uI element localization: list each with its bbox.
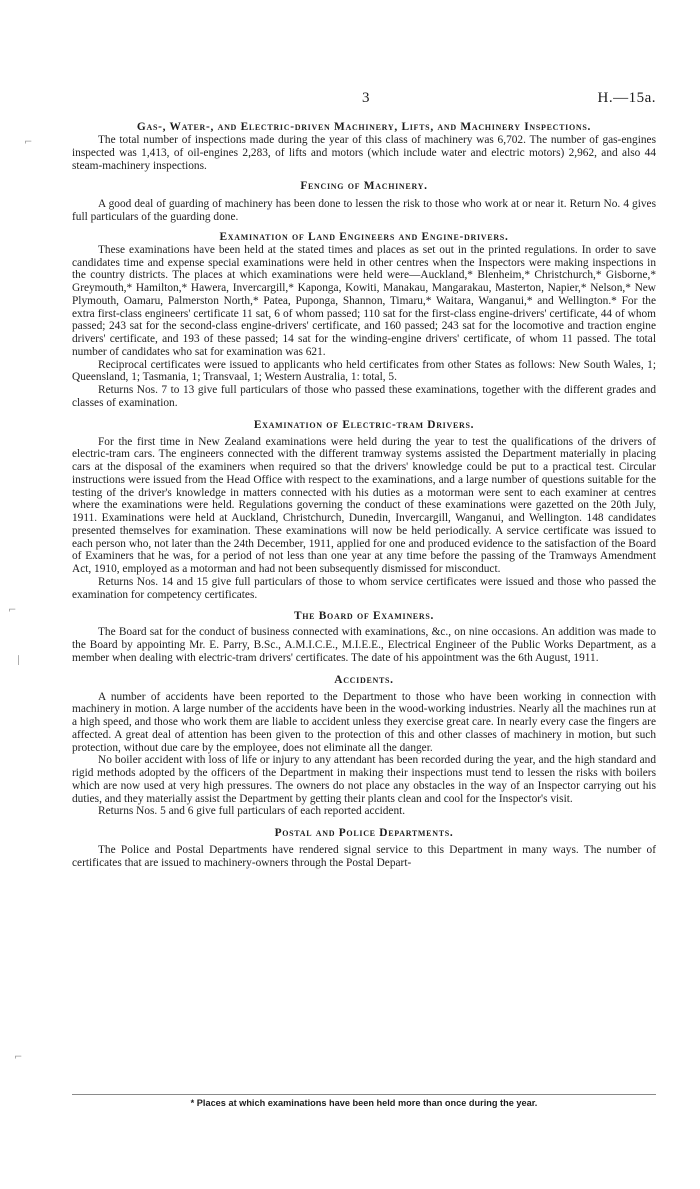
section-board-of-examiners: [72, 610, 656, 664]
paragraph: No boiler accident with loss of life or injury to any attendant has been recorded during the year, and the high standard and rigid methods adopted by the officers of the Department in making their inspections must tend to lessen the risks with boilers which are now used at very high pressures. The owners do not place any obstacles in the way of an Inspector carrying out his duties, and they materially assist the Department by getting their plants clean and cool for the Inspector's visit.: [72, 754, 656, 805]
paragraph: These examinations have been held at the stated times and places as set out in the printed regulations. In order to save candidates time and expense special examinations were held in other centres when the Inspectors were making inspections in the country districts. The places at which examinations were held were—Auckland,* Blenheim,* Christchurch,* Gisborne,* Greymouth,* Hamilton,* Hawera, Invercargill,* Kaponga, Kowiti, Manakau, Mangarakau, Masterton, Napier,* Nelson,* New Plymouth, Oamaru, Palmerston North,* Patea, Puponga, Shannon, Timaru,* Waitara, Wanganui,* and Wellington.* For the extra first-class engineers' certificate 11 sat, 6 of whom passed; 110 sat for the first-class engine-drivers' certificate, 44 of whom passed; 243 sat for the second-class engine-drivers' certificate, and 160 passed; 243 sat for the locomotive and traction engine drivers' certificate, and 193 of these passed; 14 sat for the winding-engine drivers' certificate, of whom 11 passed. The total number of candidates who sat for examination was 621.: [72, 243, 656, 358]
margin-mark: ⌐: [14, 1052, 23, 1063]
section-title: Gas-, Water-, and Electric-driven Machinery, Lifts, and Machinery Inspections.: [136, 121, 592, 133]
margin-mark: ∣: [16, 655, 21, 666]
section-machinery-inspections: [72, 121, 656, 172]
paragraph: Returns Nos. 5 and 6 give full particulars of each reported accident.: [98, 805, 406, 818]
paragraph: Returns Nos. 7 to 13 give full particulars of those who passed these examinations, together with the different grades and classes of examination.: [72, 384, 656, 409]
page-header: [0, 90, 700, 110]
section-title: Postal and Police Departments.: [274, 827, 454, 839]
section-fencing: [72, 180, 656, 224]
document-reference: H.—15a.: [597, 90, 656, 106]
section-title: Examination of Electric-tram Drivers.: [253, 418, 475, 431]
paragraph: The Board sat for the conduct of business connected with examinations, &c., on nine occasions. An addition was made to the Board by appointing Mr. E. Parry, B.Sc., A.M.I.C.E., M.I.E.E., Electrical Engineer of the Public Works Department, as a member when dealing with electric-tram drivers' certificates. The date of his appointment was the 6th August, 1911.: [72, 626, 656, 664]
paragraph: For the first time in New Zealand examinations were held during the year to test the qualifications of the drivers of electric-tram cars. The engineers connected with the different tramway systems assisted the Department materially in placing cars at the disposal of the examiners when required so that the drivers' knowledge could be put to a practical test. Circular instructions were issued from the Head Office with respect to the examinations, and a large number of questions suitable for the testing of the driver's knowledge in matters connected with his duties as a motorman were sent to each examiner at centres where the examinations were held. Regulations governing the conduct of these examinations were gazetted on the 20th July, 1911. Examinations were held at Auckland, Christchurch, Dunedin, Invercargill, Wanganui, and Wellington. 148 candidates presented themselves for examination. These examinations will now be held periodically. A service certificate was issued to each person who, not later than the 24th December, 1911, applied for one and produced evidence to the satisfaction of the Board of Examiners that he was, for a period of not less than one year at any time before the passing of the Tramways Amendment Act, 1910, employed as a motorman and had not been subsequently dismissed for misconduct.: [72, 435, 656, 575]
section-title: Accidents.: [334, 673, 394, 686]
margin-mark: ⌐: [24, 137, 33, 148]
paragraph: Returns Nos. 14 and 15 give full particulars of those to whom service certificates were issued and those who passed the examination for competency certificates.: [72, 575, 656, 601]
margin-mark: ⌐: [8, 605, 17, 616]
section-land-engineers: [72, 231, 656, 410]
paragraph: Reciprocal certificates were issued to applicants who held certificates from other States as follows: New South Wales, 1; Queensland, 1; Tasmania, 1; Transvaal, 1; Western Australia, 1: total, 5.: [72, 358, 656, 384]
document-body: [72, 121, 656, 870]
page-number: 3: [362, 90, 370, 106]
section-title: Examination of Land Engineers and Engine-drivers.: [219, 230, 509, 243]
section-accidents: [72, 674, 656, 819]
section-tram-drivers: [72, 419, 656, 602]
paragraph: The Police and Postal Departments have rendered signal service to this Department in many ways. The number of certificates that are issued to machinery-owners through the Postal Depart-: [72, 844, 656, 869]
footnote: * Places at which examinations have been held more than once during the year.: [72, 1094, 656, 1108]
paragraph: A number of accidents have been reported to the Department to those who have been working in connection with machinery in motion. A large number of the accidents have been in the wood-working industries. Nearly all the machines run at a high speed, and those who work them are liable to accident unless they exercise great care. In nearly every case the fingers are affected. A great deal of attention has been given to the protection of this and other classes of machinery in motion, but such protection, without due care by the employee, does not eliminate all the danger.: [72, 690, 656, 754]
paragraph: The total number of inspections made during the year of this class of machinery was 6,702. The number of gas-engines inspected was 1,413, of oil-engines 2,283, of lifts and motors (which include water and electric motors) 2,962, and also 44 steam-machinery inspections.: [72, 134, 656, 172]
section-title: Fencing of Machinery.: [300, 180, 428, 193]
section-postal-police: [72, 827, 656, 870]
paragraph: A good deal of guarding of machinery has been done to lessen the risk to those who work at or near it. Return No. 4 gives full particulars of the guarding done.: [72, 198, 656, 223]
section-title: The Board of Examiners.: [293, 610, 435, 623]
